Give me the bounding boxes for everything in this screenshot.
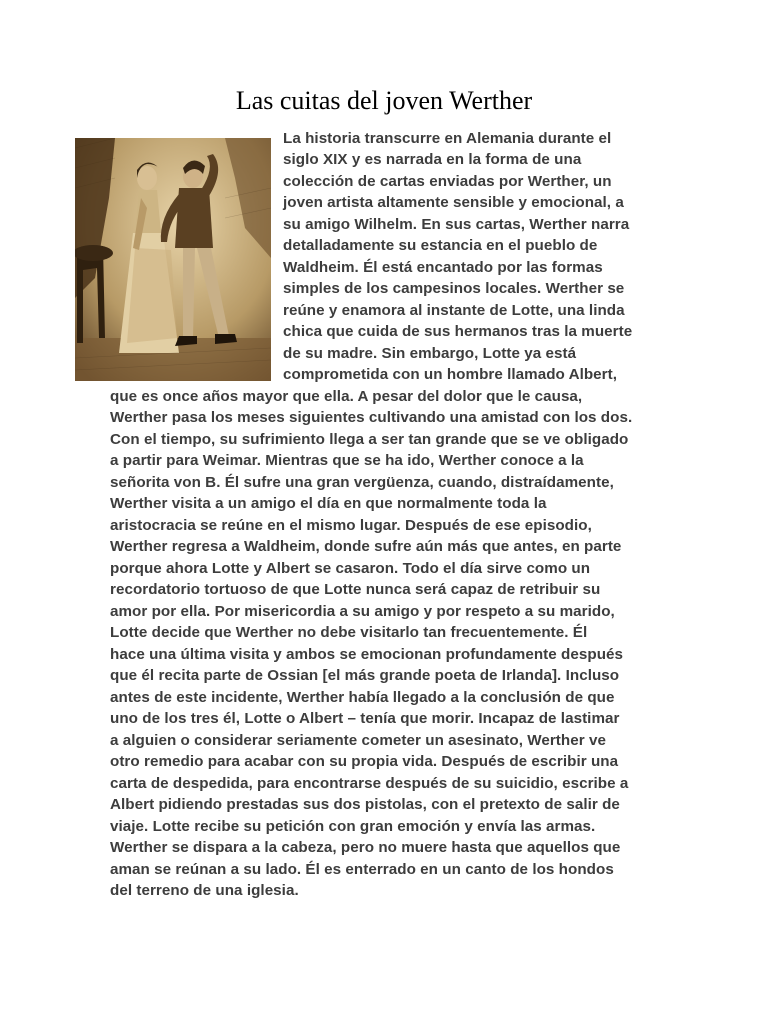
body-line: Lotte decide que Werther no debe visitarlo tan frecuentemente. Él [110, 624, 588, 641]
body-line: porque ahora Lotte y Albert se casaron. Todo el día sirve como un [110, 560, 591, 577]
body-line: Werther se dispara a la cabeza, pero no muere hasta que aquellos que [110, 839, 621, 856]
body-line: aristocracia se reúne en el mismo lugar. Después de ese episodio, [110, 517, 592, 534]
body-line: de su madre. Sin embargo, Lotte ya está [283, 345, 577, 362]
body-line: a alguien o considerar seriamente cometer un asesinato, Werther ve [110, 732, 606, 749]
body-line: del terreno de una iglesia. [110, 882, 299, 899]
body-line: joven artista altamente sensible y emocional, a [283, 194, 624, 211]
body-line: Werther pasa los meses siguientes cultivando una amistad con los dos. [110, 409, 633, 426]
body-line: siglo XIX y es narrada en la forma de una [283, 151, 582, 168]
body-line: antes de este incidente, Werther había llegado a la conclusión de que [110, 689, 615, 706]
body-line: reúne y enamora al instante de Lotte, una linda [283, 302, 625, 319]
body-line: señorita von B. Él sufre una gran vergüenza, cuando, distraídamente, [110, 474, 614, 491]
body-line: detalladamente su estancia en el pueblo de [283, 237, 598, 254]
page-title: Las cuitas del joven Werther [235, 86, 533, 115]
body-line: viaje. Lotte recibe su petición con gran emoción y envía las armas. [110, 818, 596, 835]
body-line: Waldheim. Él está encantado por las formas [283, 259, 603, 276]
body-line: aman se reúnan a su lado. Él es enterrado en un canto de los hondos [110, 861, 614, 878]
body-line: amor por ella. Por misericordia a su amigo y por respeto a su marido, [110, 603, 615, 620]
body-line: Con el tiempo, su sufrimiento llega a ser tan grande que se ve obligado [110, 431, 629, 448]
body-line: otro remedio para acabar con su propia vida. Después de escribir una [110, 753, 619, 770]
body-line: simples de los campesinos locales. Werther se [283, 280, 625, 297]
body-line: colección de cartas enviadas por Werther, un [283, 173, 612, 190]
body-line: Werther regresa a Waldheim, donde sufre aún más que antes, en parte [110, 538, 622, 555]
body-line: que él recita parte de Ossian [el más grande poeta de Irlanda]. Incluso [110, 667, 620, 684]
werther-engraving-illustration [75, 138, 271, 381]
body-line: a partir para Weimar. Mientras que se ha ido, Werther conoce a la [110, 452, 584, 469]
body-line: comprometida con un hombre llamado Albert, [283, 366, 618, 383]
body-line: Werther visita a un amigo el día en que normalmente toda la [110, 495, 547, 512]
body-line: uno de los tres él, Lotte o Albert – tenía que morir. Incapaz de lastimar [110, 710, 620, 727]
body-line: La historia transcurre en Alemania durante el [283, 130, 612, 147]
body-line: carta de despedida, para encontrarse después de su suicidio, escribe a [110, 775, 629, 792]
body-line: chica que cuida de sus hermanos tras la muerte [283, 323, 633, 340]
body-line: recordatorio tortuoso de que Lotte nunca será capaz de retribuir su [110, 581, 601, 598]
body-line: Albert pidiendo prestadas sus dos pistolas, con el pretexto de salir de [110, 796, 620, 813]
body-line: su amigo Wilhelm. En sus cartas, Werther narra [283, 216, 630, 233]
body-line: hace una última visita y ambos se emocionan profundamente después [110, 646, 624, 663]
body-line: que es once años mayor que ella. A pesar del dolor que le causa, [110, 388, 583, 405]
